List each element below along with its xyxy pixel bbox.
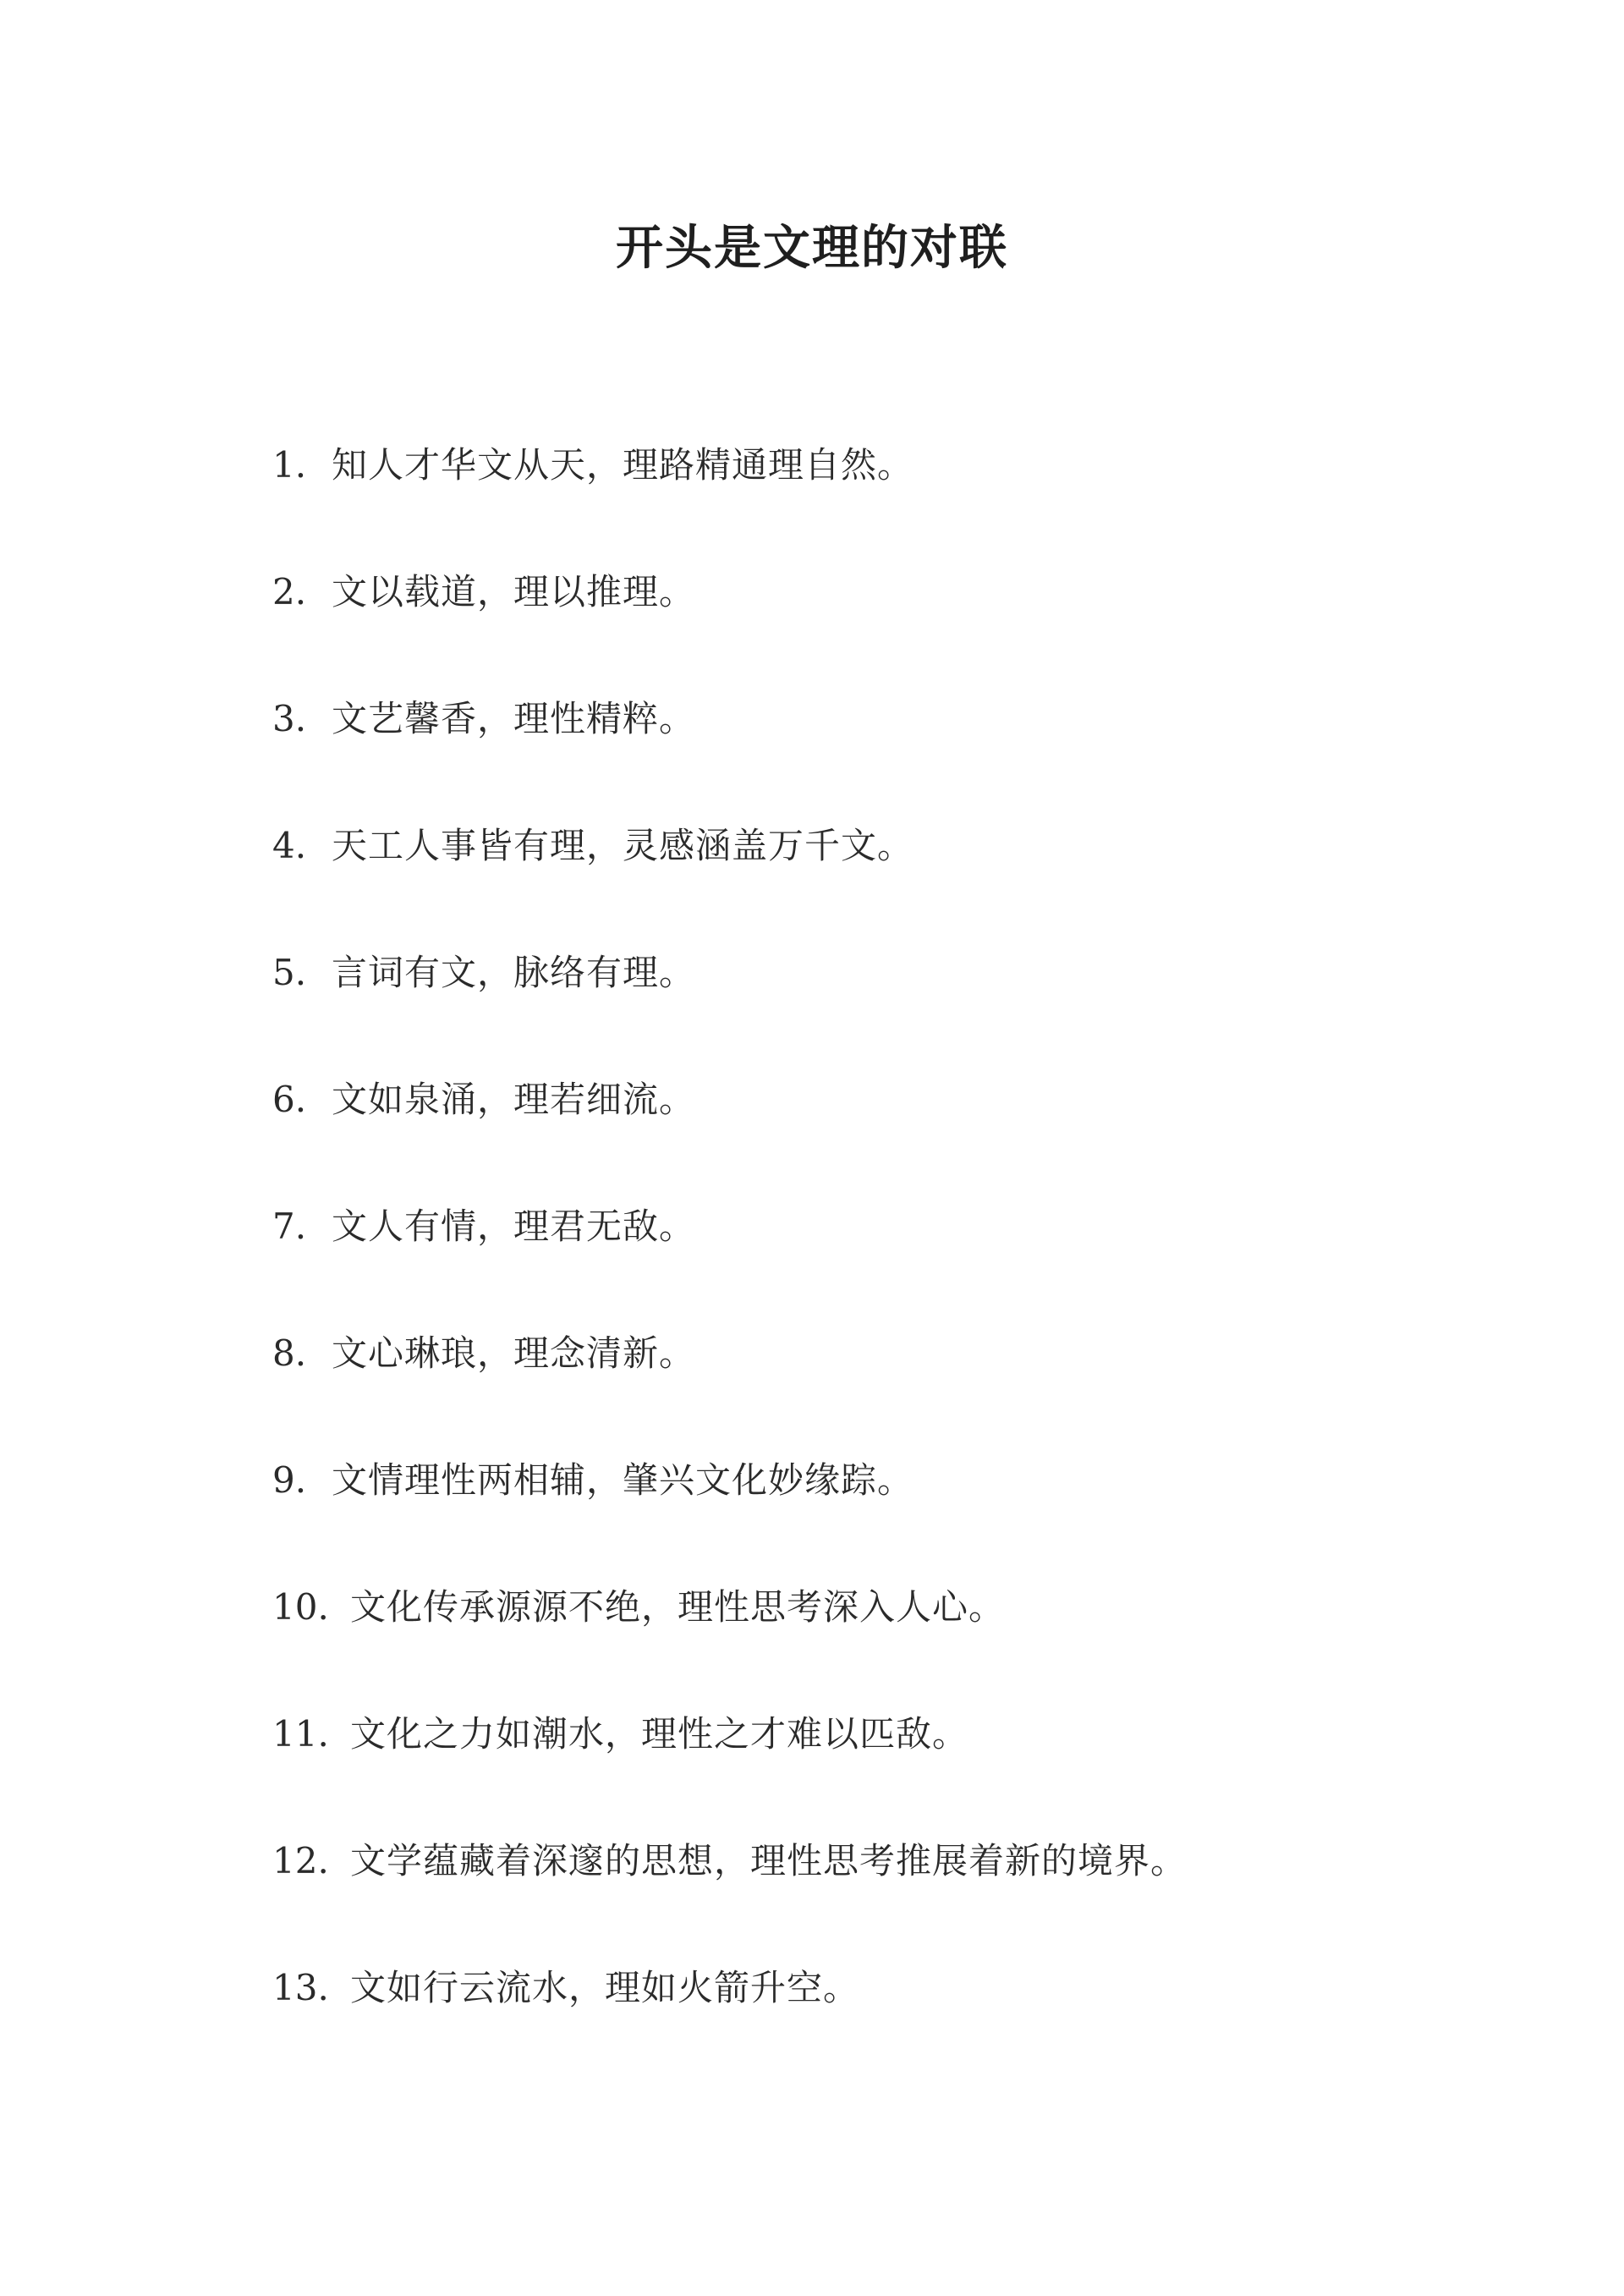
list-item-number: 13.: [272, 1967, 329, 2008]
list-item-number: 12.: [272, 1840, 329, 1881]
list-item: [272, 1963, 1457, 2090]
list-item: [272, 1074, 1457, 1201]
list-item-text: 文以载道，理以推理。: [332, 571, 696, 612]
list-item-text: 知人才华文从天，理路精通理自然。: [332, 444, 914, 486]
list-item: [272, 948, 1457, 1074]
list-item-text: 文如行云流水，理如火箭升空。: [350, 1967, 860, 2008]
list-item: [272, 1201, 1457, 1328]
list-item-number: 9.: [272, 1459, 307, 1501]
list-item: [272, 1709, 1457, 1836]
list-item-text: 文人有情，理君无敌。: [332, 1206, 696, 1247]
couplet-list: [272, 440, 1457, 2090]
page-title: 开头是文理的对联: [616, 219, 1008, 276]
list-item-text: 文艺馨香，理性精粹。: [332, 698, 696, 739]
list-item-number: 5.: [272, 952, 307, 993]
list-item-text: 言词有文，脉络有理。: [332, 952, 696, 993]
list-item-text: 文情理性两相辅，肇兴文化妙缘踪。: [332, 1459, 914, 1501]
list-item-text: 文化之力如潮水，理性之才难以匹敌。: [350, 1713, 969, 1755]
list-item: [272, 1328, 1457, 1455]
list-item: [272, 567, 1457, 694]
list-item-number: 1.: [272, 444, 307, 486]
list-item-text: 文心琳琅，理念清新。: [332, 1332, 696, 1374]
list-item-number: 7.: [272, 1206, 307, 1247]
list-item-number: 8.: [272, 1332, 307, 1374]
list-item-text: 文如泉涌，理若细流。: [332, 1079, 696, 1120]
list-item-text: 天工人事皆有理，灵感涵盖万千文。: [332, 825, 914, 866]
list-item-text: 文化传承源源不绝，理性思考深入人心。: [350, 1586, 1006, 1628]
list-item: [272, 1836, 1457, 1963]
list-item: [272, 1455, 1457, 1582]
list-item: [272, 821, 1457, 948]
list-item-number: 11.: [272, 1713, 329, 1755]
list-item: [272, 1582, 1457, 1709]
list-item-number: 2.: [272, 571, 307, 612]
list-item-text: 文学蕴藏着深邃的思想，理性思考推展着新的境界。: [350, 1840, 1188, 1881]
list-item: [272, 694, 1457, 821]
list-item-number: 3.: [272, 698, 307, 739]
list-item-number: 10.: [272, 1586, 329, 1628]
list-item: [272, 440, 1457, 567]
list-item-number: 4.: [272, 825, 307, 866]
list-item-number: 6.: [272, 1079, 307, 1120]
